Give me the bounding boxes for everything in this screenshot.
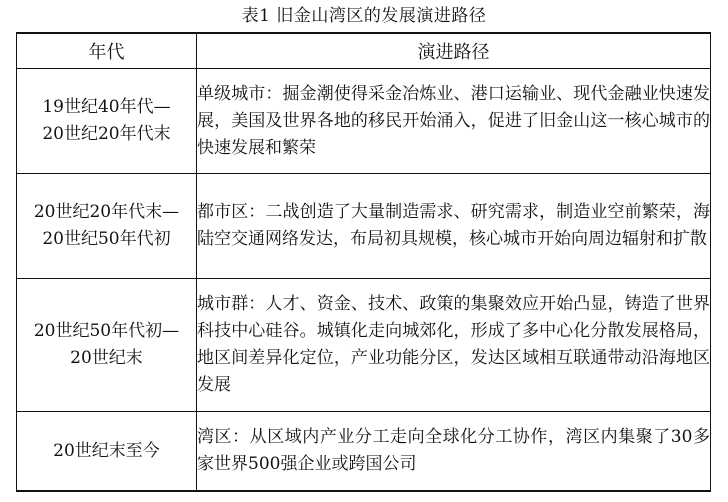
era-cell (17, 174, 197, 279)
table-header-row (17, 33, 711, 69)
column-header-era: 年代 (17, 33, 197, 69)
table-row (17, 412, 711, 492)
table-row (17, 174, 711, 279)
path-cell: 城市群：人才、资金、技术、政策的集聚效应开始凸显，铸造了世界科技中心硅谷。城镇化走向城郊化，形成了多中心化分散发展格局，地区间差异化定位，产业功能分区，发达区域相互联通带动沿海地区发展 (197, 279, 711, 412)
era-line: 20世纪20年代末 (42, 124, 171, 144)
era-line: 20世纪末 (70, 348, 143, 368)
era-line: 19世纪40年代— (42, 97, 171, 117)
path-cell: 单级城市：掘金潮使得采金冶炼业、港口运输业、现代金融业快速发展，美国及世界各地的移民开始涌入，促进了旧金山这一核心城市的快速发展和繁荣 (197, 69, 711, 174)
evolution-table (16, 32, 711, 492)
era-cell (17, 412, 197, 492)
path-cell: 湾区：从区域内产业分工走向全球化分工协作，湾区内集聚了30多家世界500强企业或跨国公司 (197, 412, 711, 492)
era-cell (17, 279, 197, 412)
table-row (17, 279, 711, 412)
era-line: 20世纪20年代末— (33, 202, 180, 222)
path-cell: 都市区：二战创造了大量制造需求、研究需求，制造业空前繁荣，海陆空交通网络发达，布局初具规模，核心城市开始向周边辐射和扩散 (197, 174, 711, 279)
era-line: 20世纪50年代初— (33, 321, 180, 341)
column-header-path: 演进路径 (197, 33, 711, 69)
table-row (17, 69, 711, 174)
era-line: 20世纪末至今 (53, 440, 160, 461)
era-line: 20世纪50年代初 (42, 229, 171, 249)
table-caption: 表1 旧金山湾区的发展演进路径 (241, 6, 487, 26)
era-cell (17, 69, 197, 174)
